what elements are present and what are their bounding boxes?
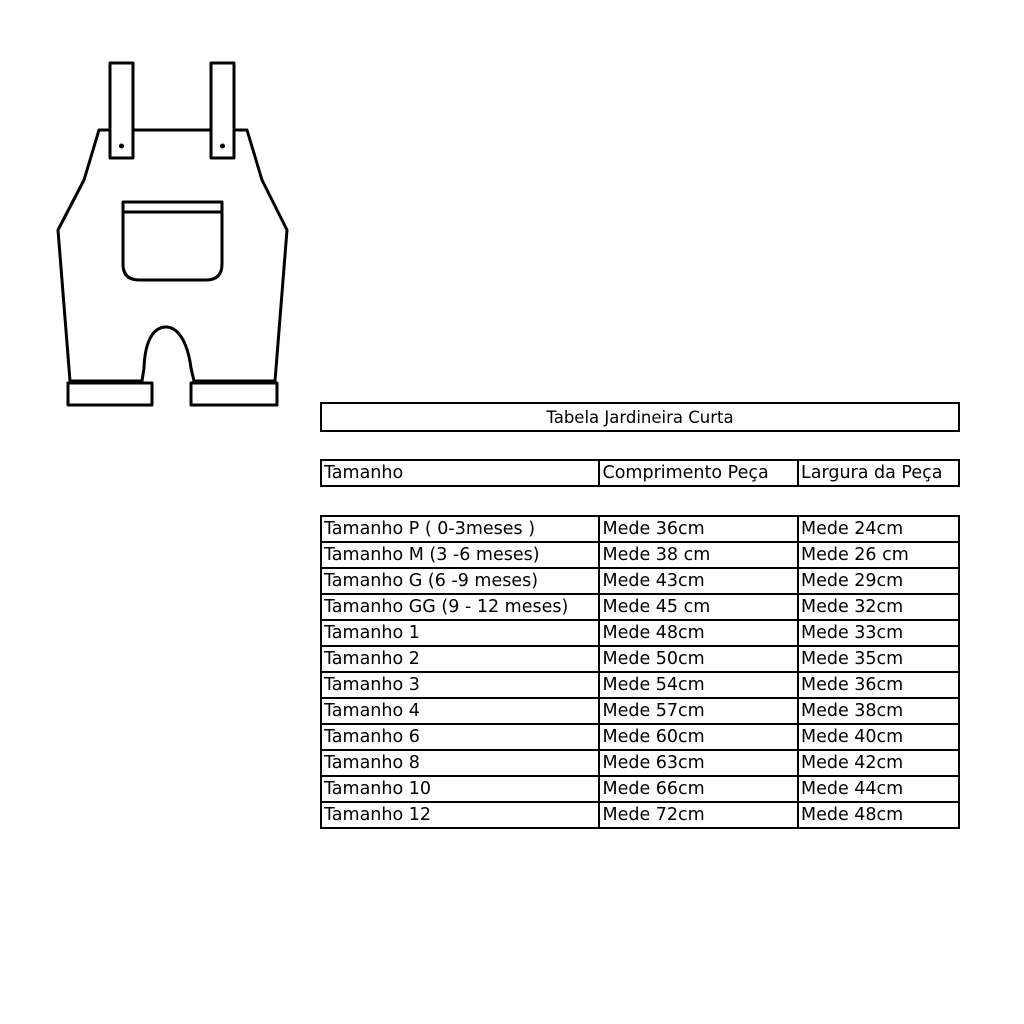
length-cell: Mede 48cm: [599, 620, 797, 646]
width-cell: Mede 24cm: [798, 516, 959, 542]
table-row: [321, 594, 959, 620]
table-row: [321, 776, 959, 802]
short-overalls-icon: [40, 50, 310, 420]
table-row: [321, 516, 959, 542]
width-cell: Mede 29cm: [798, 568, 959, 594]
table-row: [321, 750, 959, 776]
length-cell: Mede 50cm: [599, 646, 797, 672]
size-cell: Tamanho GG (9 - 12 meses): [321, 594, 599, 620]
table-header: [320, 459, 960, 487]
header-row: [321, 460, 959, 486]
table-row: [321, 568, 959, 594]
header-length: Comprimento Peça: [599, 460, 797, 486]
size-table-body: [320, 515, 960, 829]
size-cell: Tamanho 3: [321, 672, 599, 698]
left-cuff: [68, 383, 152, 405]
size-cell: Tamanho 4: [321, 698, 599, 724]
width-cell: Mede 42cm: [798, 750, 959, 776]
width-cell: Mede 48cm: [798, 802, 959, 828]
header-width: Largura da Peça: [798, 460, 959, 486]
size-cell: Tamanho 8: [321, 750, 599, 776]
width-cell: Mede 26 cm: [798, 542, 959, 568]
size-cell: Tamanho 12: [321, 802, 599, 828]
table-title: Tabela Jardineira Curta: [320, 402, 960, 432]
table-row: [321, 542, 959, 568]
width-cell: Mede 40cm: [798, 724, 959, 750]
length-cell: Mede 66cm: [599, 776, 797, 802]
pocket: [123, 202, 222, 280]
length-cell: Mede 38 cm: [599, 542, 797, 568]
length-cell: Mede 43cm: [599, 568, 797, 594]
size-cell: Tamanho G (6 -9 meses): [321, 568, 599, 594]
right-strap-button: [220, 144, 225, 149]
size-cell: Tamanho 10: [321, 776, 599, 802]
size-cell: Tamanho M (3 -6 meses): [321, 542, 599, 568]
length-cell: Mede 45 cm: [599, 594, 797, 620]
length-cell: Mede 63cm: [599, 750, 797, 776]
length-cell: Mede 60cm: [599, 724, 797, 750]
size-cell: Tamanho 2: [321, 646, 599, 672]
table-row: [321, 672, 959, 698]
table-row: [321, 802, 959, 828]
width-cell: Mede 38cm: [798, 698, 959, 724]
left-strap-button: [119, 144, 124, 149]
size-cell: Tamanho P ( 0-3meses ): [321, 516, 599, 542]
width-cell: Mede 44cm: [798, 776, 959, 802]
width-cell: Mede 33cm: [798, 620, 959, 646]
length-cell: Mede 36cm: [599, 516, 797, 542]
header-size: Tamanho: [321, 460, 599, 486]
length-cell: Mede 54cm: [599, 672, 797, 698]
table-row: [321, 646, 959, 672]
width-cell: Mede 32cm: [798, 594, 959, 620]
table-row: [321, 620, 959, 646]
size-cell: Tamanho 6: [321, 724, 599, 750]
table-row: [321, 724, 959, 750]
overalls-body: [58, 130, 287, 381]
right-cuff: [191, 383, 277, 405]
length-cell: Mede 72cm: [599, 802, 797, 828]
width-cell: Mede 36cm: [798, 672, 959, 698]
length-cell: Mede 57cm: [599, 698, 797, 724]
table-row: [321, 698, 959, 724]
width-cell: Mede 35cm: [798, 646, 959, 672]
size-cell: Tamanho 1: [321, 620, 599, 646]
